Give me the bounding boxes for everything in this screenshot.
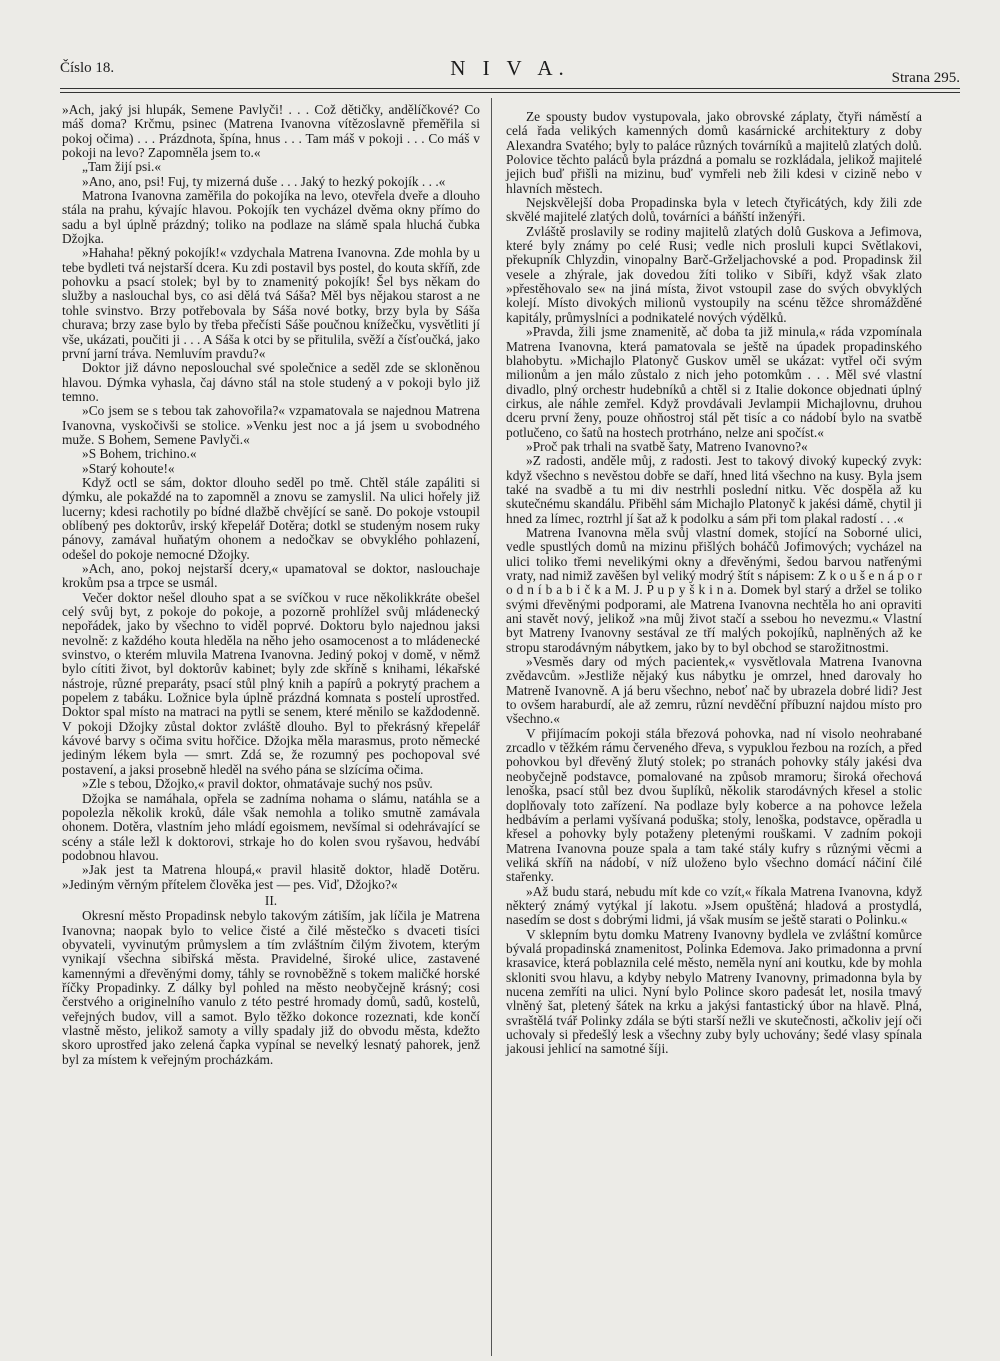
left-column xyxy=(62,103,480,1067)
issue-number: Číslo 18. xyxy=(60,60,115,76)
paragraph: Matrena Ivanovna měla svůj vlastní domek, stojící na Soborné ulici, vedle spustlých domů na mizinu přišlých boháčů Jofimových; vycházel na ulici toliko třemi nevelikými okny a dřevěnými, šedou barvou natřenými vraty, nad nimiž zavěšen byl veliký modrý štít s nápisem: Z k o u š e n á p o r o d n í b a b i č k a M. J. P u p y š k i n a. Domek byl starý a držel se toliko svými dřevěnými podporami, ale Matrena Ivanovna nechtěla ho ani opraviti ani stavět nový, jelikož »na můj život stačí a ssebou ho nevezmu.« Vlastní byt Matreny Ivanovny sestával ze tří malých pokojíků, naplněných až ke stropu starodávným nábytkem, jako by to byl obchod se starožitnostmi. xyxy=(506,524,922,655)
paragraph: »Hahaha! pěkný pokojík!« vzdychala Matrena Ivanovna. Zde mohla by u tebe bydleti tvá nejstarší dcera. Ku zdi postavil bys postel, do kouta skříň, zde pohovku a psací stolek; byl by to znamenitý pokojík! Šel bys někam do služby a naslouchal bys, co asi dělá tvá Sáša? Měl bys nějakou starost a ne tohle svinstvo. Brzy potřebovala by Sáša nové botky, brzy byla by Sáša churava; brzy zase bylo by třeba přečísti Sáše poučnou knížečku, vysvětliti jí vše, ukázati, poučiti ji . . . A Sáša k otci by se přitulila, svěží a čísťoučká, jako první jarní tráva. Nemluvím pravdu?« xyxy=(62,245,480,361)
paragraph: »Ach, ano, pokoj nejstarší dcery,« upamatoval se doktor, naslouchaje krokům psa a trpce se usmál. xyxy=(62,561,480,591)
page-number: Strana 295. xyxy=(891,70,960,86)
paragraph: »Z radosti, anděle můj, z radosti. Jest to takový divoký kupecký zvyk: když všechno s nevěstou dobře se daří, hned litá všechno na kusy. Byla jsem také na svadbě a tu mi div nestrhli poslední nitku. Věc dospěla až ku skutečnému skandálu. Přiběhl sám Michajlo Platonyč k jakési dámě, chytil ji hned za límec, roztrhl jí šat až k podolku a sám při tom plakal radostí . . .« xyxy=(506,453,922,526)
paragraph: »Ach, jaký jsi hlupák, Semene Pavlyči! . . . Což dětičky, andělíčkové? Co máš doma? Krčmu, psinec (Matrena Ivanovna vítězoslavně přeměřila si pokoj očima) . . . Prázdnota, špína, hnus . . . Tam máš v pokoji . . . Co máš v pokoji na levo? Zapomněla jsem to.« xyxy=(62,102,480,161)
paragraph: »Proč pak trhali na svatbě šaty, Matreno Ivanovno?« xyxy=(526,438,808,454)
paragraph: Nejskvělejší doba Propadinska byla v letech čtyřicátých, kdy žili zde skvělé majitelé zlatých dolů, továrníci a báňští inženýři. xyxy=(506,195,922,225)
paragraph: »Až budu stará, nebudu mít kde co vzít,« říkala Matrena Ivanovna, když některý známý vytýkal jí lakotu. »Jsem opuštěná; hladová a prostydlá, nasedím se dost s dobrými lidmi, já však musím se ještě starati o Polinku.« xyxy=(506,883,922,928)
paragraph: »S Bohem, trichino.« xyxy=(82,446,197,462)
paragraph: Džojka se namáhala, opřela se zadníma nohama o slámu, natáhla se a popolezla několik kroků, dále však nemohla a toliko smutně zamávala ohonem. Dotěra, vlastním jeho mládí egoismem, nevšímal si odehrávající se scény a stále ležl k doktorovi, strkaje ho do kolen svou ryšavou, hedvábí podobnou hlavou. xyxy=(62,790,480,863)
paragraph: Když octl se sám, doktor dlouho seděl po tmě. Chtěl stále zapáliti si dýmku, ale pokaždé na to zapomněl a znovu se zamyslil. Na ulici hořely již lucerny; kdesi rachotily po bídné dlažbě chvějící se saně. Do pokoje vstoupil oblíbený pes doktorův, irský křepelář Dotěra; dotkl se studeným nosem ruky pánovy, zamával huňatým ohonem a nedočkav se obvyklého pohlazení, odešel do pokoje nemocné Džojky. xyxy=(62,474,480,562)
journal-title: N I V A. xyxy=(450,56,570,80)
right-column xyxy=(506,110,922,1057)
paragraph: Zvláště proslavily se rodiny majitelů zlatých dolů Guskova a Jefimova, které byly známy po celé Rusi; vedle nich prosluli kupci Světlakovi, překupník Chlyzdin, vinopalny Barč-Grželjachovské a pod. Propadinsk žil vesele a zhýrale, jak dovedou žíti toliko v Sibíři, když však zlato »přestěhovalo se« na jiná místa, život vstoupil zase do svých obvyklých kolejí. Místo divokých milionů vystoupily na scénu těžce shromážděné kapitály, průmyslníci a podnikatelé nových výdělků. xyxy=(506,223,922,325)
paragraph: Doktor již dávno neposlouchal své společnice a seděl zde se skloněnou hlavou. Dýmka vyhasla, čaj dávno stál na stole studený a v pokoji bylo již temno. xyxy=(62,360,480,404)
header-rule-second xyxy=(60,92,960,93)
header-rule xyxy=(60,88,960,89)
paragraph: »Vesměs dary od mých pacientek,« vysvětlovala Matrena Ivanovna zvědavcům. »Jestliže nějaký kus nábytku je omrzel, hned darovaly ho Matreně Ivanovně. A já beru všechno, neboť nač by ubrazela dobré lidi? Jest to ovšem haraburdí, ale až zemru, různí nevděční příbuzní najdou místo pro všechno.« xyxy=(506,654,922,727)
paragraph: V přijímacím pokoji stála březová pohovka, nad ní visolo neohrabané zrcadlo v těžkém rámu červeného dřeva, s vypuklou řezbou na rozích, a před pohovkou byl dřevěný žlutý stolek; po stranách pohovky stály jakési dva neobyčejně podstavce, pomalované na způsob mramoru; široká ořechová lenoška, psací stůl bez dvou šuplíků, několik starodávných křesel a stolic doplňovaly toto zařízení. Na podlaze byly koberce a na pohovce ležela hedbávím a perlami vyšívaná poduška; stoly, lenoška, podstavce, opěradla u křesel a pohovky byly potaženy pletenými rouškami. V zadním pokoji Matrena Ivanovna pouze spala a tam také stály kufry s různými věcmi a veliká skříň na nádobí, v níž uloženo bylo všechno domácí náčiní čilé stařenky. xyxy=(506,725,922,885)
paragraph: »Pravda, žili jsme znamenitě, ač doba ta již minula,« ráda vzpomínala Matrena Ivanovna, která pamatovala se ještě na úpadek propadinského blahobytu. »Michajlo Platonyč Guskov uměl se ukázat: vytřel oči svým milionům a jen málo zůstalo z nich jeho potomkům . . . Měl své vlastní divadlo, plný orchestr hudebníků a chtěl si z Italie dokonce objednati úplný cirkus, ale náhle zemřel. Když provdávali Jevlampii Michajlovnu, druhou dceru první ženy, pouze ohňostroj stál pět tisíc a co nádobí bylo na svatbě potlučeno, co šatů na hostech protrháno, nelze ani spočíst.« xyxy=(506,324,922,440)
page-header xyxy=(60,56,960,84)
paragraph: „Tam žijí psi.« xyxy=(82,159,162,175)
paragraph: Matrona Ivanovna zaměřila do pokojíka na levo, otevřela dveře a dlouho stála na prahu, kývajíc hlavou. Pokojík ten vycházel dvěma okny přímo do sadu a byl úplně prázdný; toliko na podlaze na slámě spala hluchá čubka Džojka. xyxy=(62,188,480,247)
paragraph: »Co jsem se s tebou tak zahovořila?« vzpamatovala se najednou Matrena Ivanovna, vyskočivši se stolice. »Venku jest noc a já jsem u svobodného muže. S Bohem, Semene Pavlyči.« xyxy=(62,403,480,447)
paragraph: »Zle s tebou, Džojko,« pravil doktor, ohmatávaje suchý nos psův. xyxy=(82,776,433,792)
paragraph: »Jak jest ta Matrena hloupá,« pravil hlasitě doktor, hladě Dotěru. »Jediným věrným přítelem člověka jest — pes. Viď, Džojko?« xyxy=(62,862,480,892)
paragraph: Okresní město Propadinsk nebylo takovým zátiším, jak líčila je Matrena Ivanovna; naopak bylo to velice čisté a čilé městečko s dvaceti tisíci obyvateli, vyvinutým průmyslem a tím zvláštním čilým životem, kterým vynikají všechna sibiřská města. Pravidelné, široké ulice, zastavené kamennými a dřevěnými domy, táhly se rovnoběžně s tokem maličké horské říčky Propadinky. Z dálky byl pohled na město neobyčejně krásný; cosi čerstvého a originelního vanulo z této pestré hromady domů, sadů, kostelů, veřejných budov, vill a samot. Bylo těžko dokonce rozeznati, kde končí vlastně město, jelikož samoty a villy spadaly již do obvodu města, kdežto skoro uprostřed jako zelená čapka vypínal se nevelký lesnatý pahorek, jenž byl za místem k veřejným procházkám. xyxy=(62,908,480,1067)
paragraph: V sklepním bytu domku Matreny Ivanovny bydlela ve zvláštní komůrce bývalá propadinská znamenitost, Polinka Edemova. Jako primadonna a první krasavice, která poblaznila celé město, neměla nyní ani koutku, kde by mohla skloniti svou hlavu, a kdyby nebylo Matreny Ivanovny, primadonna byla by nucena zemříti na ulici. Nyní bylo Polince skoro padesát let, nosila tmavý vlněný šat, pletený šátek na krku a jakýsi fantastický úbor na hlavě. Plná, svraštělá tvář Polinky zdála se býti starší nežli ve skutečnosti, ačkoliv její oči uchovaly si předešlý lesk a všechny zuby byly uchovány; šedé vlasy spínala jakousi jehlicí na samotné šíji. xyxy=(506,926,922,1057)
paragraph: Večer doktor nešel dlouho spat a se svíčkou v ruce několikkráte obešel celý svůj byt, z pokoje do pokoje, a pozorně prohlížel svůj mládenecký nepořádek, jako by všechno to viděl poprvé. Doktoru bylo najednou jaksi nevolně: z každého kouta hleděla na něho jeho osamocenost a to mládenecké svinstvo, o kterém mluvila Matrena Ivanovna. Jediný pokoj v domě, v němž bylo cítiti život, byl doktorův kabinet; byly zde skříně s knihami, lékařské nástroje, různé preparáty, psací stůl plný knih a papírů a pokrytý prachem a popelem z tabáku. Ložnice byla úplně prázdná komnata s postelí uprostřed. Doktor spal místo na matraci na pytli se senem, které měnilo se každodenně. V pokoji Džojky zůstal doktor zvláště dlouho. Byl to překrásný křepelář kávové barvy s očima svitu hořčice. Džojka měla marasmus, proto německé jediným lékem byla — smrt. Zdá se, že rozumný pes pochopoval své postavení, a jaksi prosebně hleděl na svého pána se slzícíma očima. xyxy=(62,589,480,777)
paragraph: Ze spousty budov vystupovala, jako obrovské záplaty, čtyři náměstí a celá řada velikých kamenných domů kasárnické architektury z doby Alexandra Svatého; byly to paláce různých továrníků a majitelů zlatých dolů. Polovice těchto paláců byla prázdná a pomalu se rozkládala, jelikož majitelé jejich buď přišli na mizinu, buď vymřeli neb žili kdesi v cizině nebo v hlavních městech. xyxy=(506,109,922,196)
paragraph: »Starý kohoute!« xyxy=(82,460,175,476)
section-heading: II. xyxy=(264,892,278,908)
column-divider xyxy=(491,98,492,1356)
paragraph: »Ano, ano, psi! Fuj, ty mizerná duše . . . Jaký to hezký pokojík . . .« xyxy=(82,173,446,189)
